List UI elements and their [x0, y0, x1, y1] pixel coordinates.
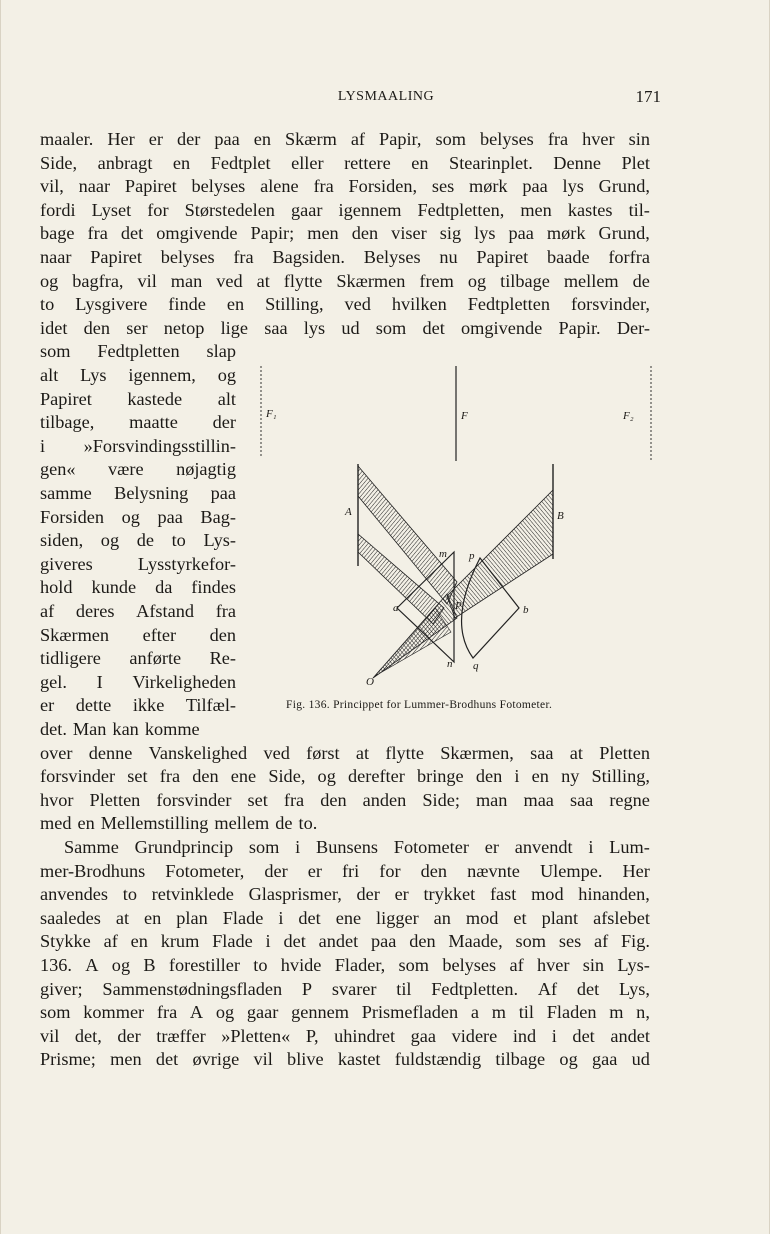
photometer-diagram	[251, 356, 661, 696]
label-o: O	[366, 676, 374, 688]
text-line: tilbage, maatte der	[40, 412, 236, 433]
text-line: som Fedtpletten slap	[40, 341, 236, 362]
text-line: idet den ser netop lige saa lys ud som det omgivende Papir. Der-	[40, 317, 650, 338]
text-line: er dette ikke Tilfæl-	[40, 695, 236, 716]
text-line: Stykke af en krum Flade i det andet paa den Maade, som ses af Fig.	[40, 931, 650, 952]
label-a: a	[393, 602, 399, 614]
text-line: og bagfra, vil man ved at flytte Skærmen frem og tilbage mellem de	[40, 270, 650, 291]
text-line: anvendes to retvinklede Glasprismer, der er trykket fast mod hinanden,	[40, 884, 650, 905]
text-line: 136. A og B forestiller to hvide Flader, som belyses af hver sin Lys-	[40, 955, 650, 975]
figure-caption: Fig. 136. Princippet for Lummer-Brodhuns Fotometer.	[286, 699, 553, 711]
text-line: af deres Afstand fra	[40, 601, 236, 621]
label-f2: F₂	[623, 410, 634, 422]
text-line: med en Mellemstilling mellem de to.	[40, 813, 318, 834]
text-line: Forsiden og paa Bag-	[40, 506, 236, 527]
text-line: tidligere anførte Re-	[40, 648, 236, 669]
label-p-big: P	[455, 600, 462, 612]
text-line: over denne Vanskelighed ved først at flytte Skærmen, saa at Pletten	[40, 742, 650, 763]
text-line: fordi Lyset for Størstedelen gaar igennem Fedtpletten, men kastes til-	[40, 199, 650, 220]
label-q: q	[473, 660, 479, 672]
label-m: m	[439, 548, 447, 560]
text-line: Samme Grundprincip som i Bunsens Fotometer er anvendt i Lum-	[64, 837, 650, 857]
label-a-upper: A	[345, 506, 352, 518]
text-line: vil det, der træffer »Pletten« P, uhindret gaa videre ind i det andet	[40, 1025, 650, 1046]
text-line: Skærmen efter den	[40, 624, 236, 645]
text-line: giveres Lysstyrkefor-	[40, 553, 236, 574]
text-line: vil, naar Papiret belyses alene fra Forsiden, ses mørk paa lys Grund,	[40, 176, 650, 197]
label-b-upper: B	[557, 510, 564, 522]
text-line: giver; Sammenstødningsfladen P svarer til Fedtpletten. Af det Lys,	[40, 978, 650, 999]
text-line: maaler. Her er der paa en Skærm af Papir, som belyses fra hver sin	[40, 129, 650, 149]
text-line: det. Man kan komme	[40, 719, 200, 739]
text-line: hvor Pletten forsvinder set fra den anden Side; man maa saa regne	[40, 789, 650, 810]
beam-to-o-2	[375, 608, 451, 676]
label-b: b	[523, 604, 529, 616]
text-line: Papiret kastede alt	[40, 388, 236, 409]
text-line: Prisme; men det øvrige vil blive kastet fuldstændig tilbage og gaa ud	[40, 1049, 650, 1070]
text-line: gen« være nøjagtig	[40, 459, 236, 480]
label-p-small: p	[469, 550, 475, 562]
figure-136	[251, 356, 661, 696]
text-line: bage fra det omgivende Papir; men den viser sig lys paa mørk Grund,	[40, 223, 650, 244]
text-line: siden, og de to Lys-	[40, 530, 236, 551]
text-line: Side, anbragt en Fedtplet eller rettere en Stearinplet. Denne Plet	[40, 152, 650, 173]
text-line: forsvinder set fra den ene Side, og derefter bringe den i en ny Stilling,	[40, 766, 650, 787]
text-line: naar Papiret belyses fra Bagsiden. Belyses nu Papiret baade forfra	[40, 247, 650, 267]
text-line: samme Belysning paa	[40, 483, 236, 503]
text-line: i »Forsvindingsstillin-	[40, 435, 236, 456]
text-line: mer-Brodhuns Fotometer, der er fri for den nævnte Ulempe. Her	[40, 860, 650, 881]
text-line: alt Lys igennem, og	[40, 365, 236, 385]
text-line: som kommer fra A og gaar gennem Prismefladen a m til Fladen m n,	[40, 1002, 650, 1023]
beam-b	[447, 490, 553, 618]
text-line: saaledes at en plan Flade i det ene ligger an mod et plant afslebet	[40, 907, 650, 928]
label-f: F	[461, 410, 468, 422]
label-f1: F₁	[266, 408, 277, 420]
text-line: hold kunde da findes	[40, 577, 236, 598]
text-line: to Lysgivere finde en Stilling, ved hvilken Fedtpletten forsvinder,	[40, 294, 650, 315]
label-n: n	[447, 658, 453, 670]
running-header: LYSMAALING	[337, 89, 435, 104]
text-line: gel. I Virkeligheden	[40, 671, 236, 692]
page-number: 171	[635, 87, 661, 106]
